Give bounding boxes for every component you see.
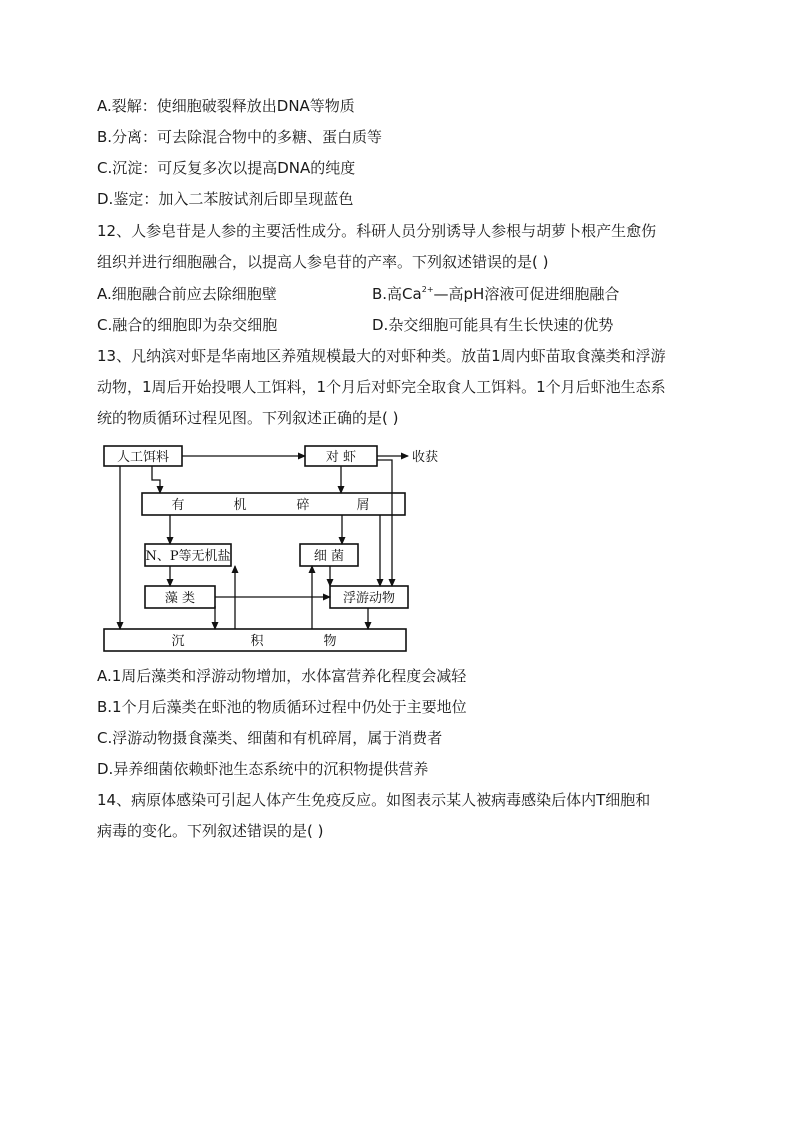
zooplankton-label: 浮游动物 [342,591,396,606]
q12-stem-line-2: 组织并进行细胞融合，以提高人参皂苷的产率。下列叙述错误的是( ) [97,253,549,271]
sediment-char-1: 沉 [171,634,185,649]
q12-option-d: D.杂交细胞可能具有生长快速的优势 [372,316,614,334]
q11-option-b: B.分离：可去除混合物中的多糖、蛋白质等 [97,128,383,146]
q11-option-d: D.鉴定：加入二苯胺试剂后即呈现蓝色 [97,190,354,208]
q13-option-d: D.异养细菌依赖虾池生态系统中的沉积物提供营养 [97,760,429,778]
harvest-label: 收获 [412,450,439,465]
material-cycle-diagram [100,440,440,655]
detritus-char-3: 碎 [296,498,310,513]
feed-label: 人工饵料 [116,450,170,465]
detritus-char-2: 机 [233,498,247,513]
q13-option-c: C.浮游动物摄食藻类、细菌和有机碎屑，属于消费者 [97,729,443,747]
shrimp-label: 对 虾 [325,450,357,465]
q13-stem-line-2: 动物，1周后开始投喂人工饵料，1个月后对虾完全取食人工饵料。1个月后虾池生态系 [97,378,666,396]
q11-option-a: A.裂解：使细胞破裂释放出DNA等物质 [97,97,355,115]
algae-label: 藻 类 [164,591,196,606]
q12-option-c: C.融合的细胞即为杂交细胞 [97,316,278,334]
sediment-char-3: 物 [323,634,337,649]
sediment-char-2: 积 [250,634,264,649]
q14-stem-line-1: 14、病原体感染可引起人体产生免疫反应。如图表示某人被病毒感染后体内T细胞和 [97,791,651,809]
q13-stem-line-1: 13、凡纳滨对虾是华南地区养殖规模最大的对虾种类。放苗1周内虾苗取食藻类和浮游 [97,347,666,365]
detritus-char-4: 屑 [356,498,370,513]
q12-stem-line-1: 12、人参皂苷是人参的主要活性成分。科研人员分别诱导人参根与胡萝卜根产生愈伤 [97,222,657,240]
q12-option-a: A.细胞融合前应去除细胞壁 [97,285,277,303]
q11-option-c: C.沉淀：可反复多次以提高DNA的纯度 [97,159,356,177]
arrow-feed-to-detritus [152,466,160,493]
arrow-shrimp-to-zooplankton [377,460,392,586]
q13-stem-line-3: 统的物质循环过程见图。下列叙述正确的是( ) [97,409,399,427]
salts-label: N、P等无机盐 [145,549,231,564]
q13-option-b: B.1个月后藻类在虾池的物质循环过程中仍处于主要地位 [97,698,467,716]
q13-option-a: A.1周后藻类和浮游动物增加，水体富营养化程度会减轻 [97,667,467,685]
q14-stem-line-2: 病毒的变化。下列叙述错误的是( ) [97,822,324,840]
q12-option-b: B.高$Ca^{2+}—$高pH溶液可促进细胞融合 [372,285,620,303]
bacteria-label: 细 菌 [313,549,345,564]
detritus-char-1: 有 [171,498,185,513]
